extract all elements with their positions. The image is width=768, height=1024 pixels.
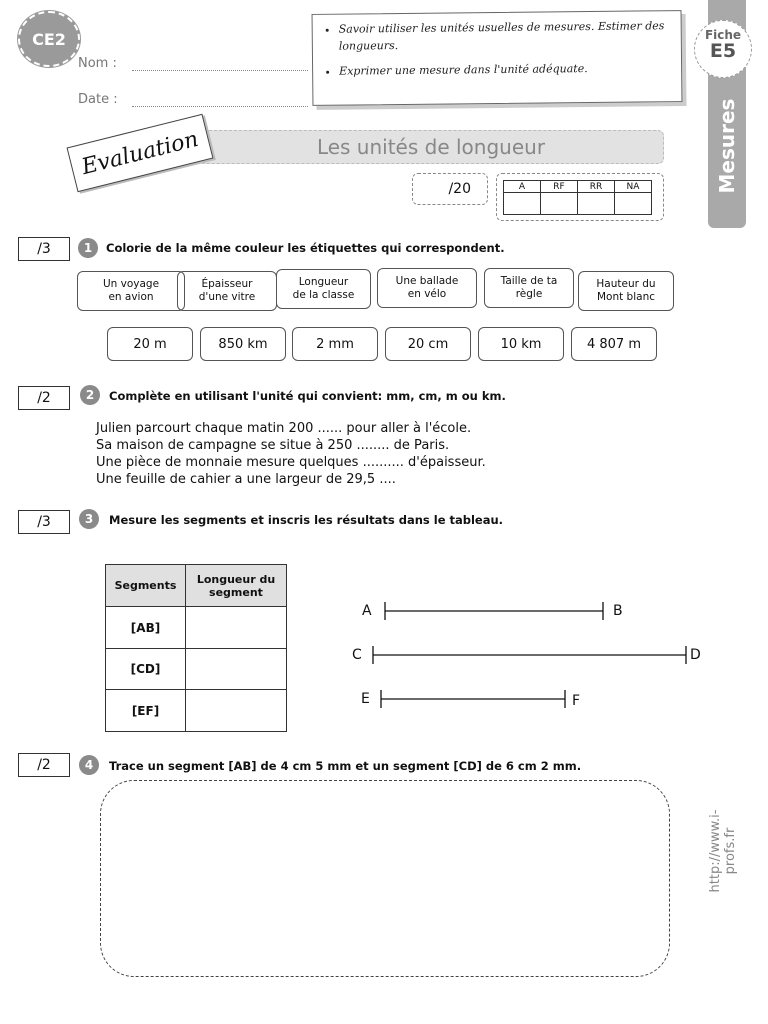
point-label: B (613, 603, 623, 619)
footer-url: http://www.i-profs.fr (708, 809, 738, 893)
grade-header: RF (541, 181, 578, 193)
value-tag[interactable]: 4 807 m (571, 327, 657, 361)
segments-table (105, 564, 287, 732)
grade-cell[interactable] (615, 193, 652, 215)
length-cell[interactable] (186, 649, 287, 690)
sentence: Une pièce de monnaie mesure quelques .......... d'épaisseur. (96, 455, 486, 470)
label-line: Une ballade (395, 275, 459, 287)
level-badge: CE2 (18, 11, 80, 67)
label-line: en vélo (407, 288, 447, 300)
point-label: E (361, 691, 370, 707)
label-line: Longueur (298, 276, 349, 288)
exercise-4-instruction: Trace un segment [AB] de 4 cm 5 mm et un segment [CD] de 6 cm 2 mm. (109, 759, 582, 773)
sentence: Une feuille de cahier a une largeur de 29,5 .... (96, 472, 396, 487)
sentence-list (96, 420, 486, 488)
label-tag[interactable] (177, 271, 277, 311)
grade-cell[interactable] (504, 193, 541, 215)
segment-label: [AB] (106, 607, 186, 649)
table-header: Longueur du segment (186, 565, 287, 607)
table-header: Segments (106, 565, 186, 607)
sentence: Sa maison de campagne se situe à 250 ........ de Paris. (96, 438, 450, 453)
date-label: Date : (78, 92, 118, 107)
objectives-card (312, 10, 683, 106)
value-tag[interactable]: 10 km (478, 327, 564, 361)
value-tag[interactable]: 20 m (107, 327, 193, 361)
label-tag[interactable] (484, 268, 574, 308)
label-tag[interactable] (377, 268, 477, 308)
nom-field[interactable] (132, 58, 308, 71)
segment-ef (378, 688, 570, 710)
label-tag[interactable] (77, 271, 185, 311)
segment-ab (382, 600, 608, 622)
grade-box (496, 173, 664, 221)
exercise-2-number: 2 (80, 385, 100, 405)
length-cell[interactable] (186, 607, 287, 649)
label-line: Mont blanc (596, 291, 656, 303)
segment-label: [EF] (106, 690, 186, 732)
grade-header: RR (578, 181, 615, 193)
date-field[interactable] (132, 94, 308, 107)
grade-header: NA (615, 181, 652, 193)
label-line: règle (515, 288, 543, 300)
drawing-area[interactable] (100, 780, 670, 977)
exercise-3-number: 3 (79, 509, 99, 529)
fiche-badge (694, 20, 752, 78)
sentence: Julien parcourt chaque matin 200 ...... pour aller à l'école. (96, 421, 472, 436)
exercise-4-number: 4 (79, 755, 99, 775)
total-score-box: /20 (412, 173, 488, 205)
label-line: d'une vitre (198, 291, 256, 303)
value-tag[interactable]: 20 cm (385, 327, 471, 361)
exercise-1-score: /3 (18, 237, 70, 261)
label-line: Épaisseur (201, 278, 253, 290)
segment-label: [CD] (106, 649, 186, 690)
objective-item: • Exprimer une mesure dans l'unité adéquate. (339, 59, 671, 79)
label-line: Taille de ta (500, 275, 558, 287)
exercise-3-instruction: Mesure les segments et inscris les résultats dans le tableau. (109, 513, 504, 527)
value-tag[interactable]: 2 mm (292, 327, 378, 361)
point-label: A (362, 603, 372, 619)
segment-cd (370, 644, 690, 666)
fiche-code: E5 (709, 40, 737, 62)
exercise-4-score: /2 (18, 753, 70, 777)
value-tag[interactable]: 850 km (200, 327, 286, 361)
objective-item: • Savoir utiliser les unités usuelles de mesures. Estimer des longueurs. (339, 17, 671, 54)
label-line: Un voyage (102, 278, 160, 290)
label-line: en avion (108, 291, 154, 303)
label-line: de la classe (292, 289, 355, 301)
exercise-2-score: /2 (18, 386, 70, 410)
side-tab-label: Mesures (715, 98, 739, 194)
length-cell[interactable] (186, 690, 287, 732)
point-label: D (690, 647, 701, 663)
grade-header: A (504, 181, 541, 193)
exercise-1-number: 1 (78, 238, 98, 258)
label-tag[interactable] (578, 271, 674, 311)
exercise-1-instruction: Colorie de la même couleur les étiquettes qui correspondent. (106, 241, 505, 255)
fiche-label: Fiche (704, 28, 742, 42)
grade-table (503, 180, 652, 215)
point-label: F (572, 693, 581, 709)
nom-label: Nom : (78, 56, 117, 71)
exercise-2-instruction: Complète en utilisant l'unité qui convient: mm, cm, m ou km. (109, 389, 506, 403)
label-line: Hauteur du (596, 278, 656, 290)
point-label: C (352, 647, 362, 663)
grade-cell[interactable] (578, 193, 615, 215)
grade-cell[interactable] (541, 193, 578, 215)
label-tag[interactable] (276, 269, 371, 309)
evaluation-card: Evaluation (67, 114, 214, 193)
page-title: Les unités de longueur (198, 130, 664, 164)
exercise-3-score: /3 (18, 510, 70, 534)
